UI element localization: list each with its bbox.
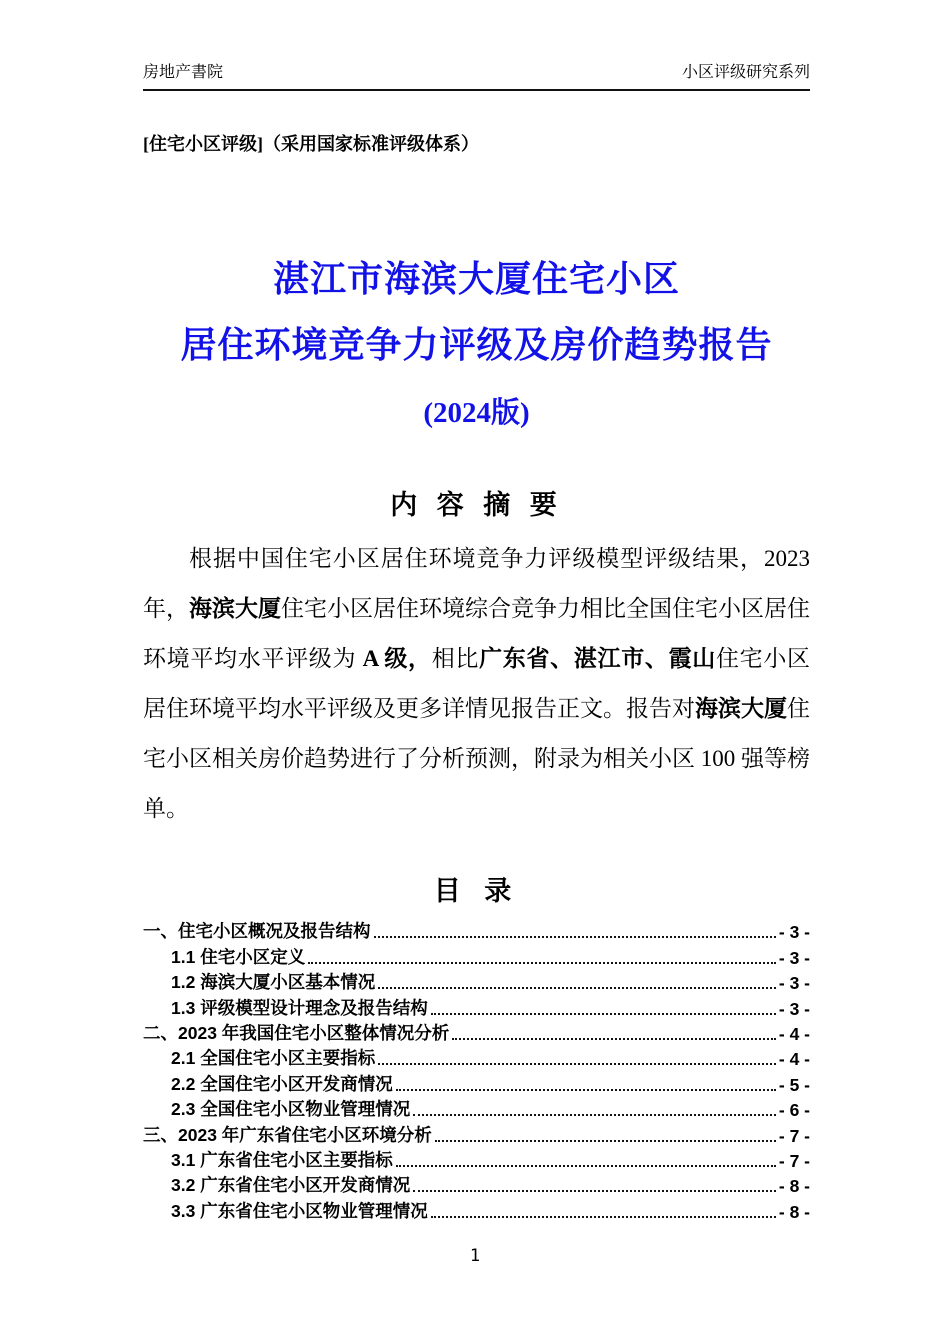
toc-entry-label: 二、2023 年我国住宅小区整体情况分析 bbox=[143, 1022, 450, 1043]
report-title-block bbox=[143, 246, 810, 448]
toc-entry-label: 2.2 全国住宅小区开发商情况 bbox=[171, 1073, 393, 1094]
toc-dot-leader bbox=[431, 1216, 776, 1218]
toc-entry-page-number: - 8 - bbox=[778, 1201, 810, 1222]
toc-entry-label: 3.1 广东省住宅小区主要指标 bbox=[171, 1149, 393, 1170]
toc-entry[interactable] bbox=[143, 918, 810, 943]
abstract-text-bold: A 级， bbox=[362, 646, 432, 671]
toc-dot-leader bbox=[431, 1013, 776, 1015]
abstract-text-bold: 海滨大厦 bbox=[695, 696, 787, 721]
toc-dot-leader bbox=[413, 1114, 776, 1116]
toc-entry[interactable] bbox=[143, 1045, 810, 1070]
running-header bbox=[143, 62, 810, 91]
toc-entry-label: 2.1 全国住宅小区主要指标 bbox=[171, 1048, 376, 1069]
toc-dot-leader bbox=[396, 1165, 776, 1167]
toc-entry[interactable] bbox=[143, 943, 810, 968]
toc-dot-leader bbox=[396, 1089, 776, 1091]
toc-entry-page-number: - 3 - bbox=[778, 973, 810, 994]
toc-dot-leader bbox=[374, 936, 776, 938]
toc-entry-label: 1.3 评级模型设计理念及报告结构 bbox=[171, 997, 428, 1018]
abstract-text: 住宅小区居住环境平均水平评级及更多详情见报告正文。报告对 bbox=[143, 646, 811, 721]
abstract-text: 相比 bbox=[431, 646, 480, 671]
toc-entry[interactable] bbox=[143, 994, 810, 1019]
toc-entry-label: 3.2 广东省住宅小区开发商情况 bbox=[171, 1175, 411, 1196]
abstract-text-bold: 广东省、湛江市、霞山 bbox=[479, 646, 716, 671]
toc-entry-label: 2.3 全国住宅小区物业管理情况 bbox=[171, 1099, 411, 1120]
page-number: 1 bbox=[469, 1246, 481, 1266]
report-title-line1: 湛江市海滨大厦住宅小区 bbox=[272, 259, 680, 299]
toc-entry-page-number: - 3 - bbox=[778, 947, 810, 968]
toc-entry[interactable] bbox=[143, 1197, 810, 1222]
toc-entry[interactable] bbox=[143, 1147, 810, 1172]
abstract-text: 住宅小区居住环境综合竞争力相比全国住宅小区居住环境平均水平评级为 bbox=[143, 596, 810, 671]
abstract-text-bold: 海滨大厦 bbox=[189, 596, 281, 621]
toc-dot-leader bbox=[413, 1190, 776, 1192]
abstract-text: 根据中国住宅小区居住环境竞争力评级模型评级结果，2023 年， bbox=[143, 546, 810, 621]
toc-entry-label: 三、2023 年广东省住宅小区环境分析 bbox=[143, 1124, 432, 1145]
report-title-edition: (2024版) bbox=[423, 397, 530, 429]
abstract-text: 住宅小区相关房价趋势进行了分析预测，附录为相关小区 100 强等榜单。 bbox=[143, 696, 810, 821]
toc-heading: 目 录 bbox=[433, 876, 520, 906]
report-title-line2: 居住环境竞争力评级及房价趋势报告 bbox=[180, 325, 773, 365]
toc-list bbox=[143, 918, 810, 1223]
toc-dot-leader bbox=[378, 987, 776, 989]
toc-entry[interactable] bbox=[143, 1121, 810, 1146]
header-left-text: 房地产書院 bbox=[143, 64, 224, 81]
toc-entry-label: 1.1 住宅小区定义 bbox=[171, 946, 306, 967]
toc-entry-page-number: - 4 - bbox=[778, 1023, 810, 1044]
toc-entry-label: 1.2 海滨大厦小区基本情况 bbox=[171, 972, 376, 993]
toc-entry-label: 一、住宅小区概况及报告结构 bbox=[143, 921, 371, 942]
toc-entry-page-number: - 8 - bbox=[778, 1176, 810, 1197]
abstract-paragraph bbox=[143, 534, 810, 834]
toc-entry-page-number: - 3 - bbox=[778, 922, 810, 943]
header-right-text: 小区评级研究系列 bbox=[681, 64, 810, 81]
toc-dot-leader bbox=[452, 1038, 776, 1040]
toc-entry-label: 3.3 广东省住宅小区物业管理情况 bbox=[171, 1200, 428, 1221]
abstract-heading: 内 容 摘 要 bbox=[390, 490, 563, 520]
toc-dot-leader bbox=[378, 1063, 776, 1065]
toc-entry[interactable] bbox=[143, 969, 810, 994]
toc-entry[interactable] bbox=[143, 1096, 810, 1121]
toc-entry-page-number: - 7 - bbox=[778, 1125, 810, 1146]
toc-entry[interactable] bbox=[143, 1070, 810, 1095]
toc-entry-page-number: - 5 - bbox=[778, 1074, 810, 1095]
rating-system-note: [住宅小区评级]（采用国家标准评级体系） bbox=[143, 134, 479, 154]
toc-entry-page-number: - 3 - bbox=[778, 998, 810, 1019]
toc-dot-leader bbox=[435, 1140, 776, 1142]
toc-dot-leader bbox=[308, 962, 776, 964]
toc-entry[interactable] bbox=[143, 1020, 810, 1045]
toc-entry[interactable] bbox=[143, 1172, 810, 1197]
toc-entry-page-number: - 4 - bbox=[778, 1049, 810, 1070]
toc-entry-page-number: - 7 - bbox=[778, 1150, 810, 1171]
toc-entry-page-number: - 6 - bbox=[778, 1100, 810, 1121]
